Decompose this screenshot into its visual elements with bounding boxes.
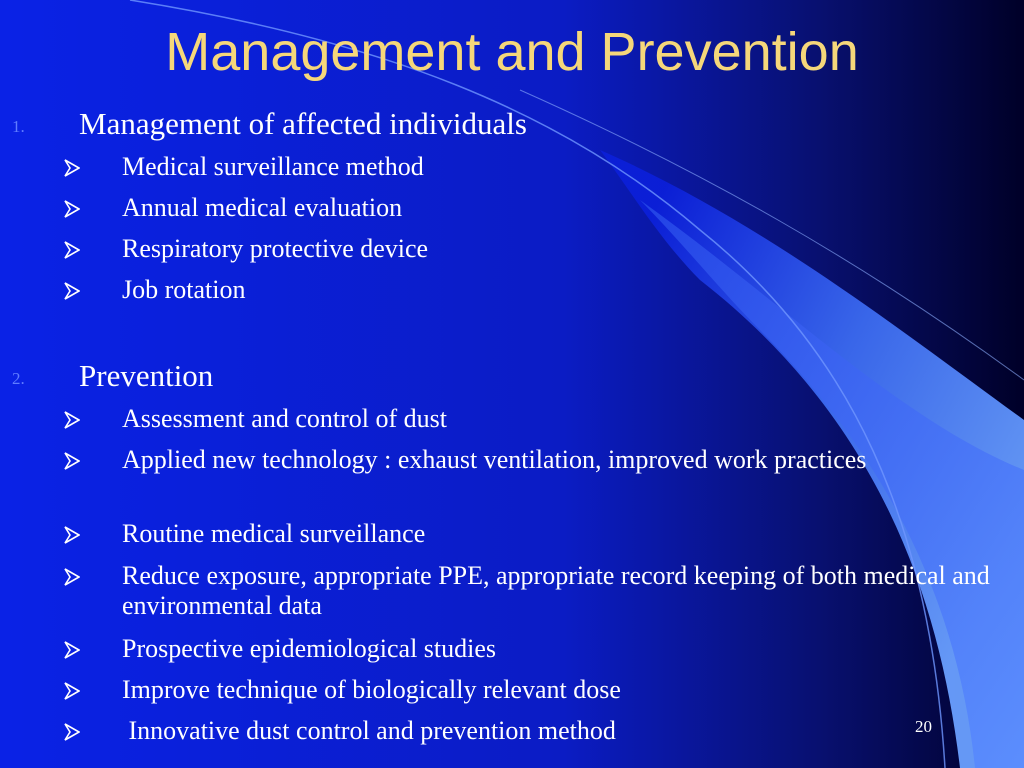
slide-title: Management and Prevention	[165, 22, 859, 82]
bullet-item: Respiratory protective device	[122, 234, 429, 263]
section-1-number: 1.	[12, 117, 25, 136]
bullet-item: Medical surveillance method	[122, 152, 424, 181]
bullet-item: Innovative dust control and prevention method	[122, 716, 616, 745]
arrow-bullet-icon	[64, 241, 80, 259]
bullet-item: Applied new technology : exhaust ventilation, improved work practices	[122, 445, 867, 474]
section-1-heading: Management of affected individuals	[79, 106, 527, 141]
bullet-item: Job rotation	[122, 275, 246, 304]
arrow-bullet-icon	[64, 568, 80, 586]
section-2-number: 2.	[12, 369, 25, 388]
arrow-bullet-icon	[64, 641, 80, 659]
bullet-item: Prospective epidemiological studies	[122, 634, 497, 663]
page-number: 20	[915, 717, 932, 736]
bullet-item: Reduce exposure, appropriate PPE, appropriate record keeping of both medical and environmental data	[122, 561, 990, 620]
bullet-item: Improve technique of biologically relevant dose	[122, 675, 621, 704]
arrow-bullet-icon	[64, 682, 80, 700]
arrow-bullet-icon	[64, 411, 80, 429]
arrow-bullet-icon	[64, 200, 80, 218]
bullet-item: Annual medical evaluation	[122, 193, 403, 222]
bullet-item: Assessment and control of dust	[122, 404, 447, 433]
arrow-bullet-icon	[64, 526, 80, 544]
bullet-item: Routine medical surveillance	[122, 519, 426, 548]
arrow-bullet-icon	[64, 452, 80, 470]
arrow-bullet-icon	[64, 282, 80, 300]
arrow-bullet-icon	[64, 723, 80, 741]
section-2-heading: Prevention	[79, 358, 214, 393]
arrow-bullet-icon	[64, 159, 80, 177]
